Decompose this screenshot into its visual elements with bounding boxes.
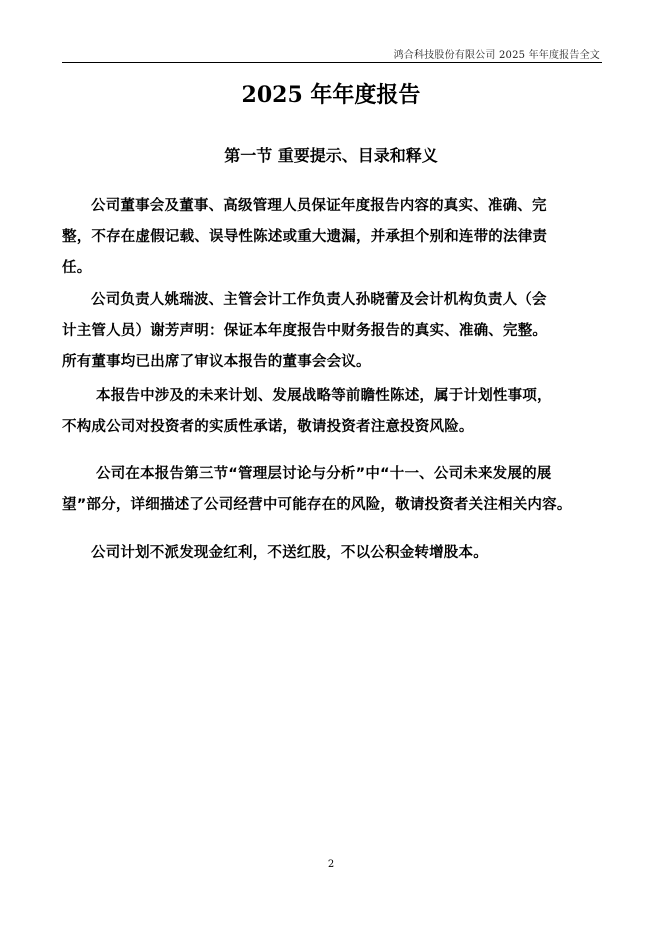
paragraph-forward-looking <box>62 381 607 443</box>
paragraph-line: 公司董事会及董事、高级管理人员保证年度报告内容的真实、准确、完 <box>91 198 547 214</box>
paragraph-line: 望”部分，详细描述了公司经营中可能存在的风险，敬请投资者关注相关内容。 <box>62 497 572 513</box>
running-header: 鸿合科技股份有限公司 2025 年年度报告全文 <box>393 50 600 61</box>
paragraph-line: 不构成公司对投资者的实质性承诺，敬请投资者注意投资风险。 <box>62 419 474 435</box>
paragraph-board-statement <box>62 191 607 284</box>
paragraph-line: 任。 <box>62 260 92 276</box>
paragraph-line: 所有董事均已出席了审议本报告的董事会会议。 <box>62 354 371 370</box>
paragraph-line: 公司负责人姚瑞波、主管会计工作负责人孙晓蕾及会计机构负责人（会 <box>91 292 547 308</box>
paragraph-line: 计主管人员）谢芳声明：保证本年度报告中财务报告的真实、准确、完整。 <box>62 323 548 339</box>
paragraph-line: 公司在本报告第三节“管理层讨论与分析”中“十一、公司未来发展的展 <box>96 466 552 482</box>
paragraph-officer-statement <box>62 285 607 378</box>
document-title: 2025 年年度报告 <box>241 82 421 108</box>
paragraph-line: 公司计划不派发现金红利，不送红股，不以公积金转增股本。 <box>91 545 488 561</box>
section-title: 第一节 重要提示、目录和释义 <box>224 146 438 165</box>
paragraph-risk-notice <box>62 459 607 521</box>
page-number: 2 <box>327 859 335 870</box>
paragraph-dividend-plan <box>62 538 607 569</box>
paragraph-line: 本报告中涉及的未来计划、发展战略等前瞻性陈述，属于计划性事项， <box>96 388 552 404</box>
paragraph-line: 整，不存在虚假记载、误导性陈述或重大遗漏，并承担个别和连带的法律责 <box>62 229 548 245</box>
header-divider <box>62 62 602 63</box>
